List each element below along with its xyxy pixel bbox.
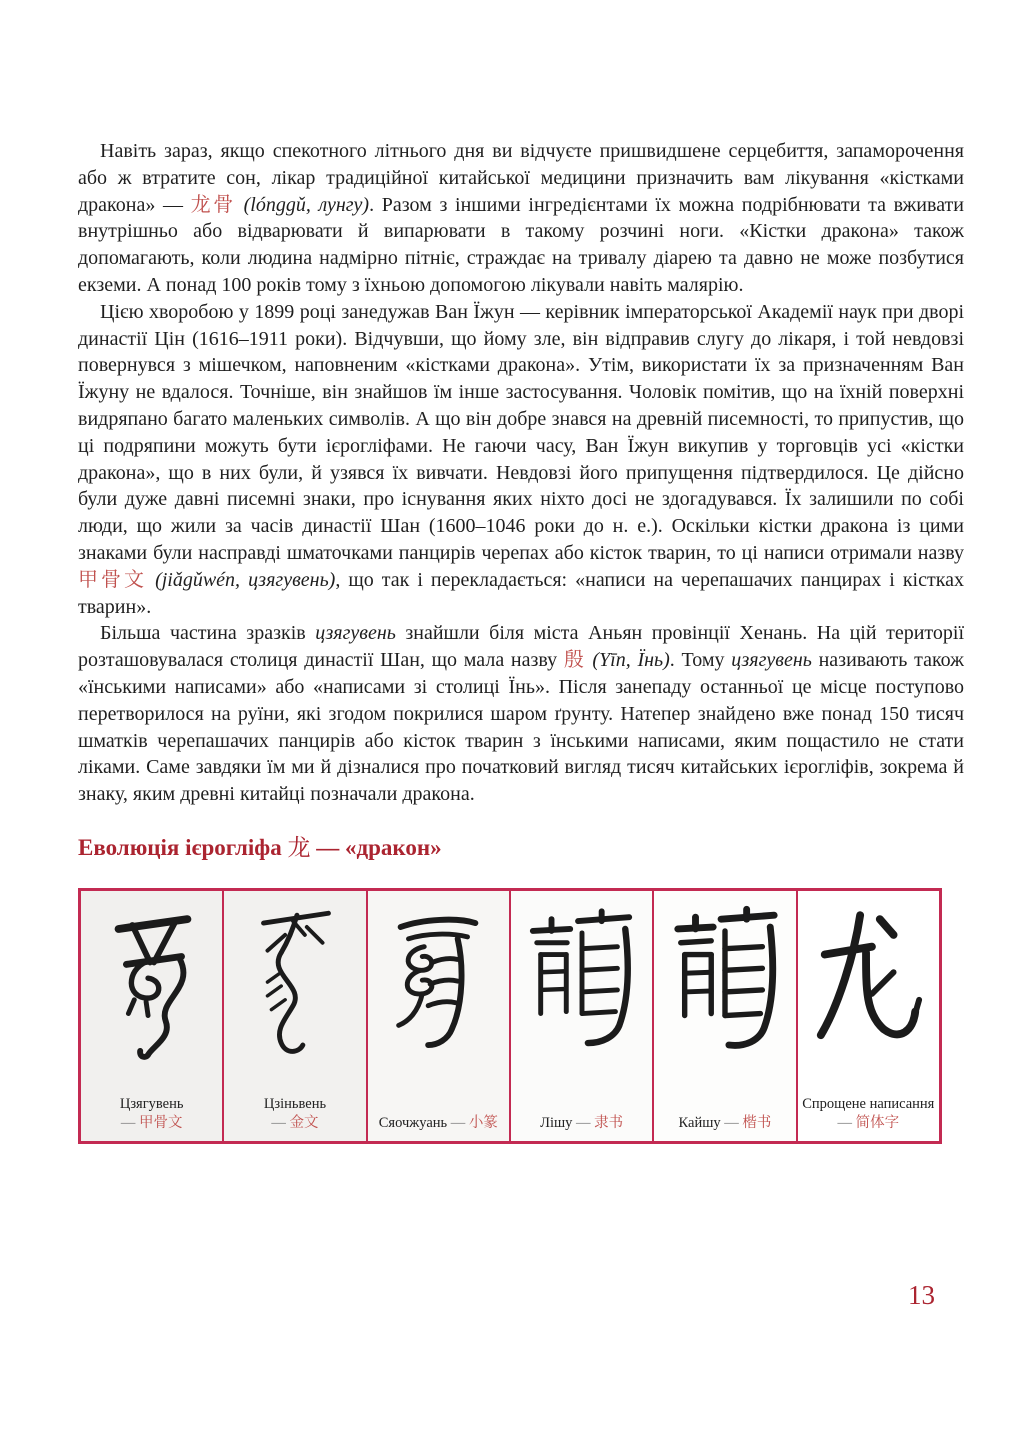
caption-name: Цзягувень <box>119 1095 184 1112</box>
figure-cell-bronze <box>222 891 365 1141</box>
bronze-dragon-glyph-image <box>224 897 365 1077</box>
paragraph-jiaguwen-anyang: Більша частина зразків цзягувень знайшли біля міста Аньян провінції Хенань. На цій території розташовувалася столиця династії Шан, що мала назву 殷 (Yīn, Їнь). Тому цзягувень називають також «їнськими написами» або «написами зі столиці Їнь». Після занепаду останньої це місце поступово перетворилося на руїни, які згодом покрилися шаром ґрунту. Натепер знайдено вже понад 150 тисяч шматків черепашачих панцирів або кісток тварин з їнськими написами, яким пощастило не стати ліками. Саме завдяки їм ми й дізналися про початковий вигляд тисяч китайських ієрогліфів, зокрема й знаку, яким древні китайці позначали дракона. <box>78 622 964 806</box>
caption-hanzi-line: — 简体字 <box>837 1114 900 1131</box>
text-block <box>78 138 964 1144</box>
figure-caption-bronze <box>224 1095 365 1133</box>
paragraph-dragon-bones: Навіть зараз, якщо спекотного літнього дня ви відчуєте пришвидшене серцебиття, запаморочення або ж втратите сон, лікар традиційної китайської медицини призначить вам лікування «кістками дракона» — 龙骨 (lónggǔ, лунгу). Разом з іншими інгредієнтами їх можна подрібнювати та вживати внутрішньо або відварювати й випарювати в такому розчині ноги. «Кістки дракона» також допомагають, коли людина надмірно пітніє, страждає на тривалу діарею та давно не може позбутися екземи. А понад 100 років тому з їхньою допомогою лікували навіть малярію. <box>78 140 964 296</box>
figure-caption-regular: Кайшу — 楷书 <box>678 1114 772 1131</box>
figure-caption-small-seal: Сяочжуань — 小篆 <box>378 1114 498 1131</box>
clerical-dragon-glyph-image <box>511 897 652 1077</box>
figure-cell-simplified <box>796 891 939 1141</box>
figure-cell-clerical <box>509 891 652 1141</box>
figure-caption-simplified <box>798 1095 939 1133</box>
figure-caption-oracle-bone <box>81 1095 222 1133</box>
caption-name: Спрощене написання <box>802 1095 935 1112</box>
paragraph-wang-yirong: Цією хворобою у 1899 році занедужав Ван Їжун — керівник імператорської Академії наук при дворі династії Цін (1616–1911 роки). Відчувши, що йому зле, він відправив слугу до лікаря, і той невдовзі повернувся з мішечком, наповненим «кістками дракона». Утім, використати їх за призначенням Ван Їжуну не вдалося. Точніше, він знайшов їм інше застосування. Чоловік помітив, що на їхній поверхні видряпано багато маленьких символів. А що він добре знався на древній писемності, то припустив, що ці подряпини можуть бути ієрогліфами. Не гаючи часу, Ван Їжун викупив у торговців усі «кістки дракона», що в них були, й узявся їх вивчати. Невдовзі його припущення підтвердилося. Це дійсно були дуже давні писемні знаки, про існування яких ніхто досі не здогадувався. Їх залишили по собі люди, що жили за часів династії Шан (1600–1046 роки до н. е.). Оскільки кістки дракона із цими знаками були насправді шматочками панцирів черепах або кісток тварин, то ці написи отримали назву 甲骨文 (jiǎgǔwén, цзягувень), що так і перекладається: «написи на черепашачих панцирах і кістках тварин». <box>78 300 965 618</box>
figure-cell-oracle-bone <box>81 891 222 1141</box>
oracle-bone-dragon-glyph-image <box>81 897 222 1077</box>
dragon-character-evolution-table <box>78 888 942 1144</box>
small-seal-dragon-glyph-image <box>368 897 509 1077</box>
figure-caption-clerical: Лішу — 隶书 <box>540 1114 624 1131</box>
caption-hanzi-line: — 甲骨文 <box>120 1114 183 1131</box>
caption-name: Цзіньвень <box>263 1095 327 1112</box>
regular-script-dragon-glyph-image <box>654 897 795 1077</box>
simplified-dragon-glyph-image <box>798 897 939 1077</box>
figure-cell-small-seal <box>366 891 509 1141</box>
page-number: 13 <box>908 1280 935 1310</box>
caption-hanzi-line: — 金文 <box>271 1114 319 1131</box>
figure-cell-regular <box>652 891 795 1141</box>
section-heading-evolution: Еволюція ієрогліфа 龙 — «дракон» <box>78 834 442 860</box>
